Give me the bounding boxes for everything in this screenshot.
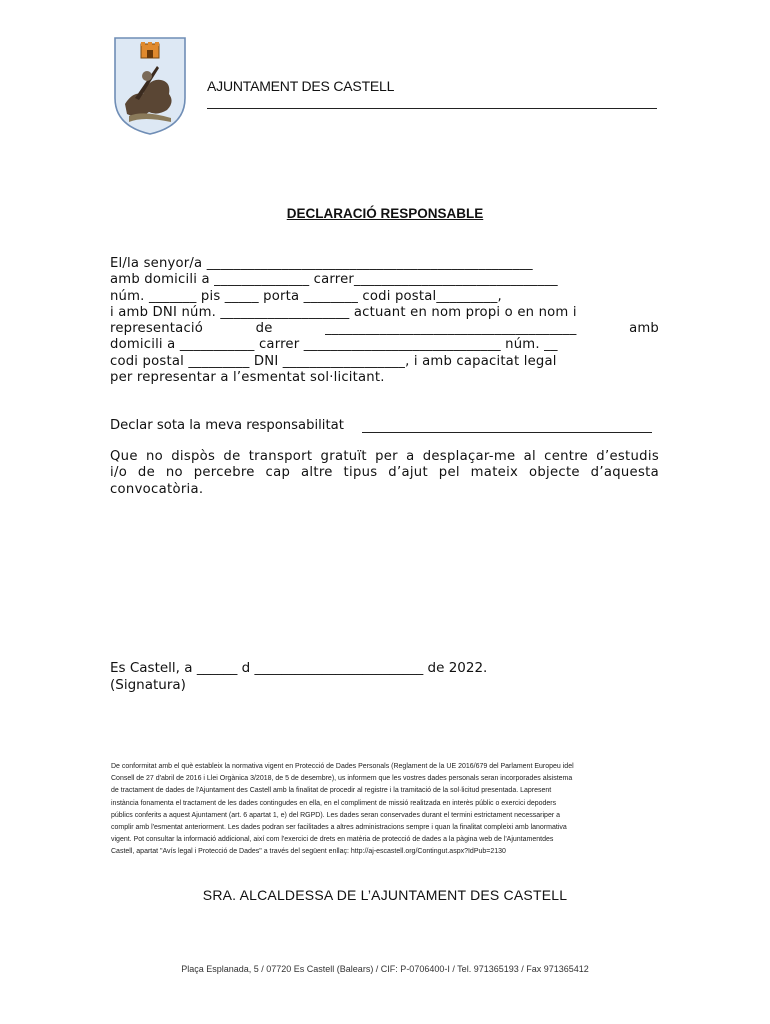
form-line [110,354,659,370]
data-protection-notice [111,761,631,859]
form-line-text: El/la senyor/a ________________________________________________ [110,256,533,271]
document-title: DECLARACIÓ RESPONSABLE [286,206,484,221]
form-line-text: codi postal _________ DNI __________________, i amb capacitat legal [110,353,557,369]
municipality-name: AJUNTAMENT DES CASTELL [207,78,395,94]
privacy-line: de tractament de dades de l'Ajuntament des Castell amb la finalitat de procedir al registre i la tramitació de la sol·licitud presentada. Lapresent [111,787,552,795]
statement-line: i/o de no percebre cap altre tipus d’ajut pel mateix objecte d’aquesta [110,465,659,481]
form-line [110,272,659,288]
form-line-text: per representar a l’esmentat sol·licitant. [110,370,385,386]
form-line [110,321,659,337]
declarant-details [110,256,659,386]
form-line-text: representació [110,321,204,337]
signature-label: (Signatura) [110,677,186,693]
form-line-text: amb domicili a ______________ carrer______________________________ [110,272,558,288]
form-line-text: _____________________________________ [325,321,577,337]
privacy-line: vigent. Pot consultar la informació addicional, així com l'exercici de drets en matèria de protecció de dades a la pàgina web de l'Ajuntamentdes [111,836,554,844]
coat-of-arms-icon [113,36,187,136]
date-line: Es Castell, a ______ d _________________________ de 2022. [110,660,488,676]
form-line-text: núm. _______ pis _____ porta ________ codi postal_________, [110,288,502,304]
form-line-text: domicili a ___________ carrer _____________________________ núm. __ [110,337,558,353]
declaration-underline [362,432,652,433]
form-line [110,370,659,386]
form-line [110,305,659,321]
privacy-line: Castell, apartat "Avís legal i Protecció de Dades" a través del següent enllaç: http://aj-escastell.org/Contingut.aspx?IdPub=2130 [111,848,506,856]
form-line-text: amb [629,321,659,337]
form-line-text: i amb DNI núm. ___________________ actuant en nom propi o en nom i [110,304,577,320]
form-line [110,289,659,305]
declaration-heading: Declar sota la meva responsabilitat [110,418,344,433]
header-divider [207,108,657,109]
addressee: SRA. ALCALDESSA DE L’AJUNTAMENT DES CASTELL [202,887,568,903]
form-line [110,337,659,353]
privacy-line: Consell de 27 d'abril de 2016 i Llei Orgànica 3/2018, de 5 de desembre), us informem que les vostres dades personals seran incorporades alsistema [111,775,573,783]
privacy-line: públics conferits a aquest Ajuntament (art. 6 apartat 1, e) del RGPD). Les dades seran conservades durant el termini estrictament necessariper a [111,811,561,819]
footer-contact: Plaça Esplanada, 5 / 07720 Es Castell (Balears) / CIF: P-0706400-I / Tel. 971365193 / Fax 971365412 [181,964,589,974]
privacy-line: complir amb l'esmentat anteriorment. Les dades podran ser facilitades a altres administracions sempre i quan la finalitat compleixi amb lanormativa [111,824,567,832]
form-line-text: de [255,321,273,337]
form-line [110,256,659,272]
statement-line: Que no dispòs de transport gratuït per a desplaçar-me al centre d’estudis [110,449,659,464]
declaration-statement [110,449,659,498]
privacy-line: instància fonamenta el tractament de les dades contingudes en ella, en el compliment de missió realitzada en interès públic o exercici depoders [111,799,557,807]
statement-line: convocatòria. [110,481,204,497]
privacy-line: De conformitat amb el què estableix la normativa vigent en Protecció de Dades Personals (Reglament de la UE 2016/679 del Parlament Europeu idel [111,763,574,770]
